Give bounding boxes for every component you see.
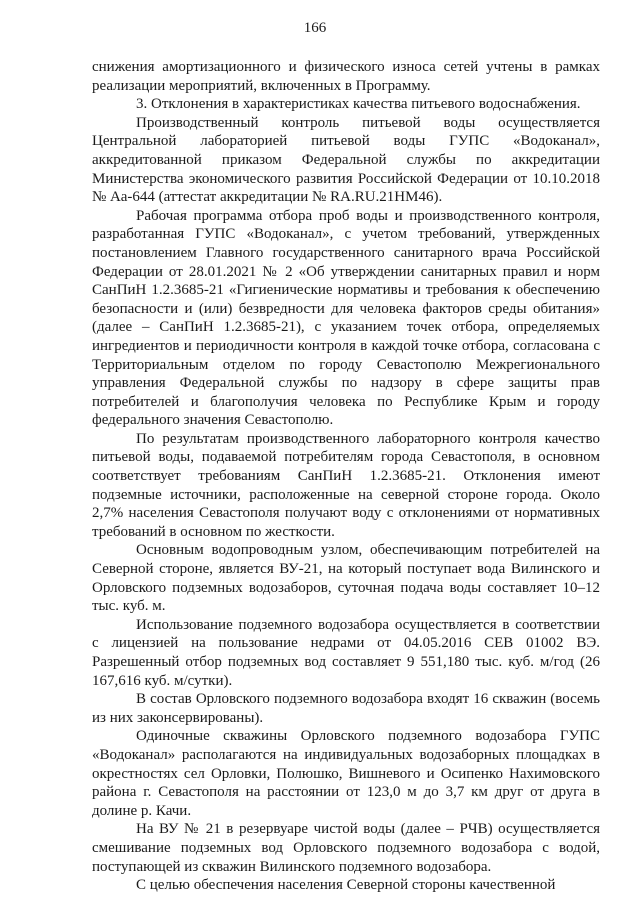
paragraph-license: Использование подземного водозабора осуществляется в соответствии с лицензией на пользование недрами от 04.05.2016 СЕВ 01002 ВЭ. Разрешенный отбор подземных вод составляет 9 551,180 тыс. куб. м/год (26 167,616 куб. м/сутки).	[92, 616, 600, 689]
paragraph-wells-count: В состав Орловского подземного водозабора входят 16 скважин (восемь из них законсервированы).	[92, 691, 600, 726]
paragraph-water-node: Основным водопроводным узлом, обеспечивающим потребителей на Северной стороне, является ВУ-21, на который поступает вода Вилинского и Орловского подземных водозаборов, суточная подача воды составляет 10–12 тыс. куб. м.	[92, 542, 600, 615]
page-number: 166	[303, 20, 327, 36]
paragraph-single-wells: Одиночные скважины Орловского подземного водозабора ГУПС «Водоканал» располагаются на индивидуальных водозаборных площадках в окрестностях сел Орловки, Полюшко, Вишневого и Осипенко Нахимовского района г. Севастополя на расстоянии от 123,0 м до 3,7 км друг от друга в долине р. Качи.	[92, 728, 600, 819]
paragraph-mixing: На ВУ № 21 в резервуаре чистой воды (далее – РЧВ) осуществляется смешивание подземных вод Орловского подземного водозабора с водой, поступающей из скважин Вилинского подземного водозабора.	[92, 821, 600, 875]
paragraph-work-program: Рабочая программа отбора проб воды и производственного контроля, разработанная ГУПС «Водоканал», с учетом требований, утвержденных постановлением Главного государственного санитарного врача Российской Федерации от 28.01.2021 № 2 «Об утверждении санитарных правил и норм СанПиН 1.2.3685-21 «Гигиенические нормативы и требования к обеспечению безопасности и (или) безвредности для человека факторов среды обитания» (далее – СанПиН 1.2.3685-21), с указанием точек отбора, определяемых ингредиентов и периодичности контроля в каждой точке отбора, согласована с Территориальным отделом по городу Севастополю Межрегионального управления Федеральной службы по надзору в сфере защиты прав потребителей и благополучия человека по Республике Крым и городу федерального значения Севастополю.	[92, 207, 600, 429]
section-heading: 3. Отклонения в характеристиках качества питьевого водоснабжения.	[136, 96, 581, 113]
paragraph-lab-results: По результатам производственного лабораторного контроля качество питьевой воды, подаваемой потребителям города Севастополя, в основном соответствует требованиям СанПиН 1.2.3685-21. Отклонения имеют подземные источники, расположенные на северной стороне города. Около 2,7% населения Севастополя получают воду с отклонениями от нормативных требований в основном по жесткости.	[92, 430, 600, 540]
document-body	[92, 58, 600, 895]
paragraph-continuation: снижения амортизационного и физического износа сетей учтены в рамках реализации мероприятий, включенных в Программу.	[92, 59, 600, 94]
paragraph-production-control: Производственный контроль питьевой воды осуществляется Центральной лабораторией питьевой воды ГУПС «Водоканал», аккредитованной приказом Федеральной службы по аккредитации Министерства экономического развития Российской Федерации от 10.10.2018 № Аа-644 (аттестат аккредитации № RA.RU.21НМ46).	[92, 114, 600, 206]
paragraph-purpose: С целью обеспечения населения Северной стороны качественной	[136, 877, 556, 894]
